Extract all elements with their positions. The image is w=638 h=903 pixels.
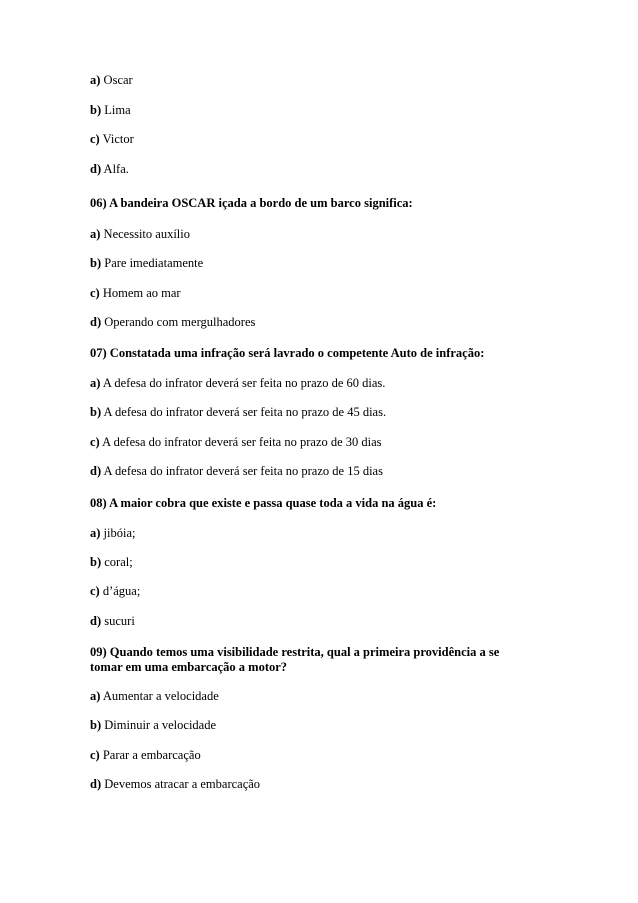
q06-option-c (90, 285, 181, 301)
option-text: coral; (101, 555, 133, 569)
option-letter: d) (90, 315, 102, 329)
q05-option-a (90, 72, 133, 88)
option-text: Necessito auxílio (100, 227, 190, 241)
q07-option-c (90, 434, 382, 450)
option-letter: c) (90, 584, 100, 598)
option-text: Pare imediatamente (101, 256, 204, 270)
option-text: Victor (99, 132, 134, 146)
option-text: Devemos atracar a embarcação (101, 777, 261, 791)
q08-option-c (90, 583, 140, 599)
q06-option-b (90, 255, 203, 271)
option-text: A defesa do infrator deverá ser feita no prazo de 30 dias (99, 435, 382, 449)
q06-question: 06) A bandeira OSCAR içada a bordo de um barco significa: (90, 196, 413, 210)
option-text: A defesa do infrator deverá ser feita no prazo de 45 dias. (101, 405, 387, 419)
q09-option-b (90, 717, 216, 733)
option-letter: b) (90, 256, 102, 270)
option-letter: b) (90, 103, 102, 117)
option-text: sucuri (101, 614, 135, 628)
option-letter: c) (90, 286, 100, 300)
option-letter: c) (90, 748, 100, 762)
q08-option-b (90, 554, 133, 570)
option-letter: c) (90, 132, 100, 146)
option-letter: d) (90, 464, 102, 478)
option-letter: a) (90, 689, 101, 703)
option-letter: d) (90, 777, 102, 791)
q09-option-a (90, 688, 219, 704)
q07-option-a (90, 375, 385, 391)
option-letter: a) (90, 73, 101, 87)
option-text: Diminuir a velocidade (101, 718, 217, 732)
q07-question: 07) Constatada uma infração será lavrado o competente Auto de infração: (90, 346, 485, 360)
option-letter: a) (90, 526, 101, 540)
option-text: jibóia; (100, 526, 136, 540)
option-text: Operando com mergulhadores (101, 315, 256, 329)
option-text: Oscar (100, 73, 133, 87)
q08-option-d (90, 613, 135, 629)
option-text: Alfa. (101, 162, 129, 176)
option-text: A defesa do infrator deverá ser feita no prazo de 60 dias. (100, 376, 386, 390)
option-text: Lima (101, 103, 131, 117)
option-letter: d) (90, 162, 102, 176)
q09-question-line-1: 09) Quando temos uma visibilidade restrita, qual a primeira providência a se (90, 645, 500, 659)
q06-option-a (90, 226, 190, 242)
option-letter: b) (90, 555, 102, 569)
q08-question: 08) A maior cobra que existe e passa quase toda a vida na água é: (90, 496, 437, 510)
option-letter: c) (90, 435, 100, 449)
option-text: Homem ao mar (99, 286, 181, 300)
q09-question-line-2: tomar em uma embarcação a motor? (90, 660, 288, 674)
q07-option-b (90, 404, 386, 420)
option-letter: b) (90, 718, 102, 732)
q05-option-b (90, 102, 131, 118)
option-letter: a) (90, 227, 101, 241)
q08-option-a (90, 525, 136, 541)
q07-option-d (90, 463, 383, 479)
q09-option-c (90, 747, 201, 763)
option-text: Aumentar a velocidade (100, 689, 219, 703)
q05-option-d (90, 161, 129, 177)
option-letter: b) (90, 405, 102, 419)
option-text: Parar a embarcação (99, 748, 201, 762)
q06-option-d (90, 314, 255, 330)
option-letter: a) (90, 376, 101, 390)
option-text: A defesa do infrator deverá ser feita no prazo de 15 dias (101, 464, 383, 478)
q05-option-c (90, 131, 134, 147)
option-text: d’água; (99, 584, 141, 598)
option-letter: d) (90, 614, 102, 628)
q09-option-d (90, 776, 260, 792)
